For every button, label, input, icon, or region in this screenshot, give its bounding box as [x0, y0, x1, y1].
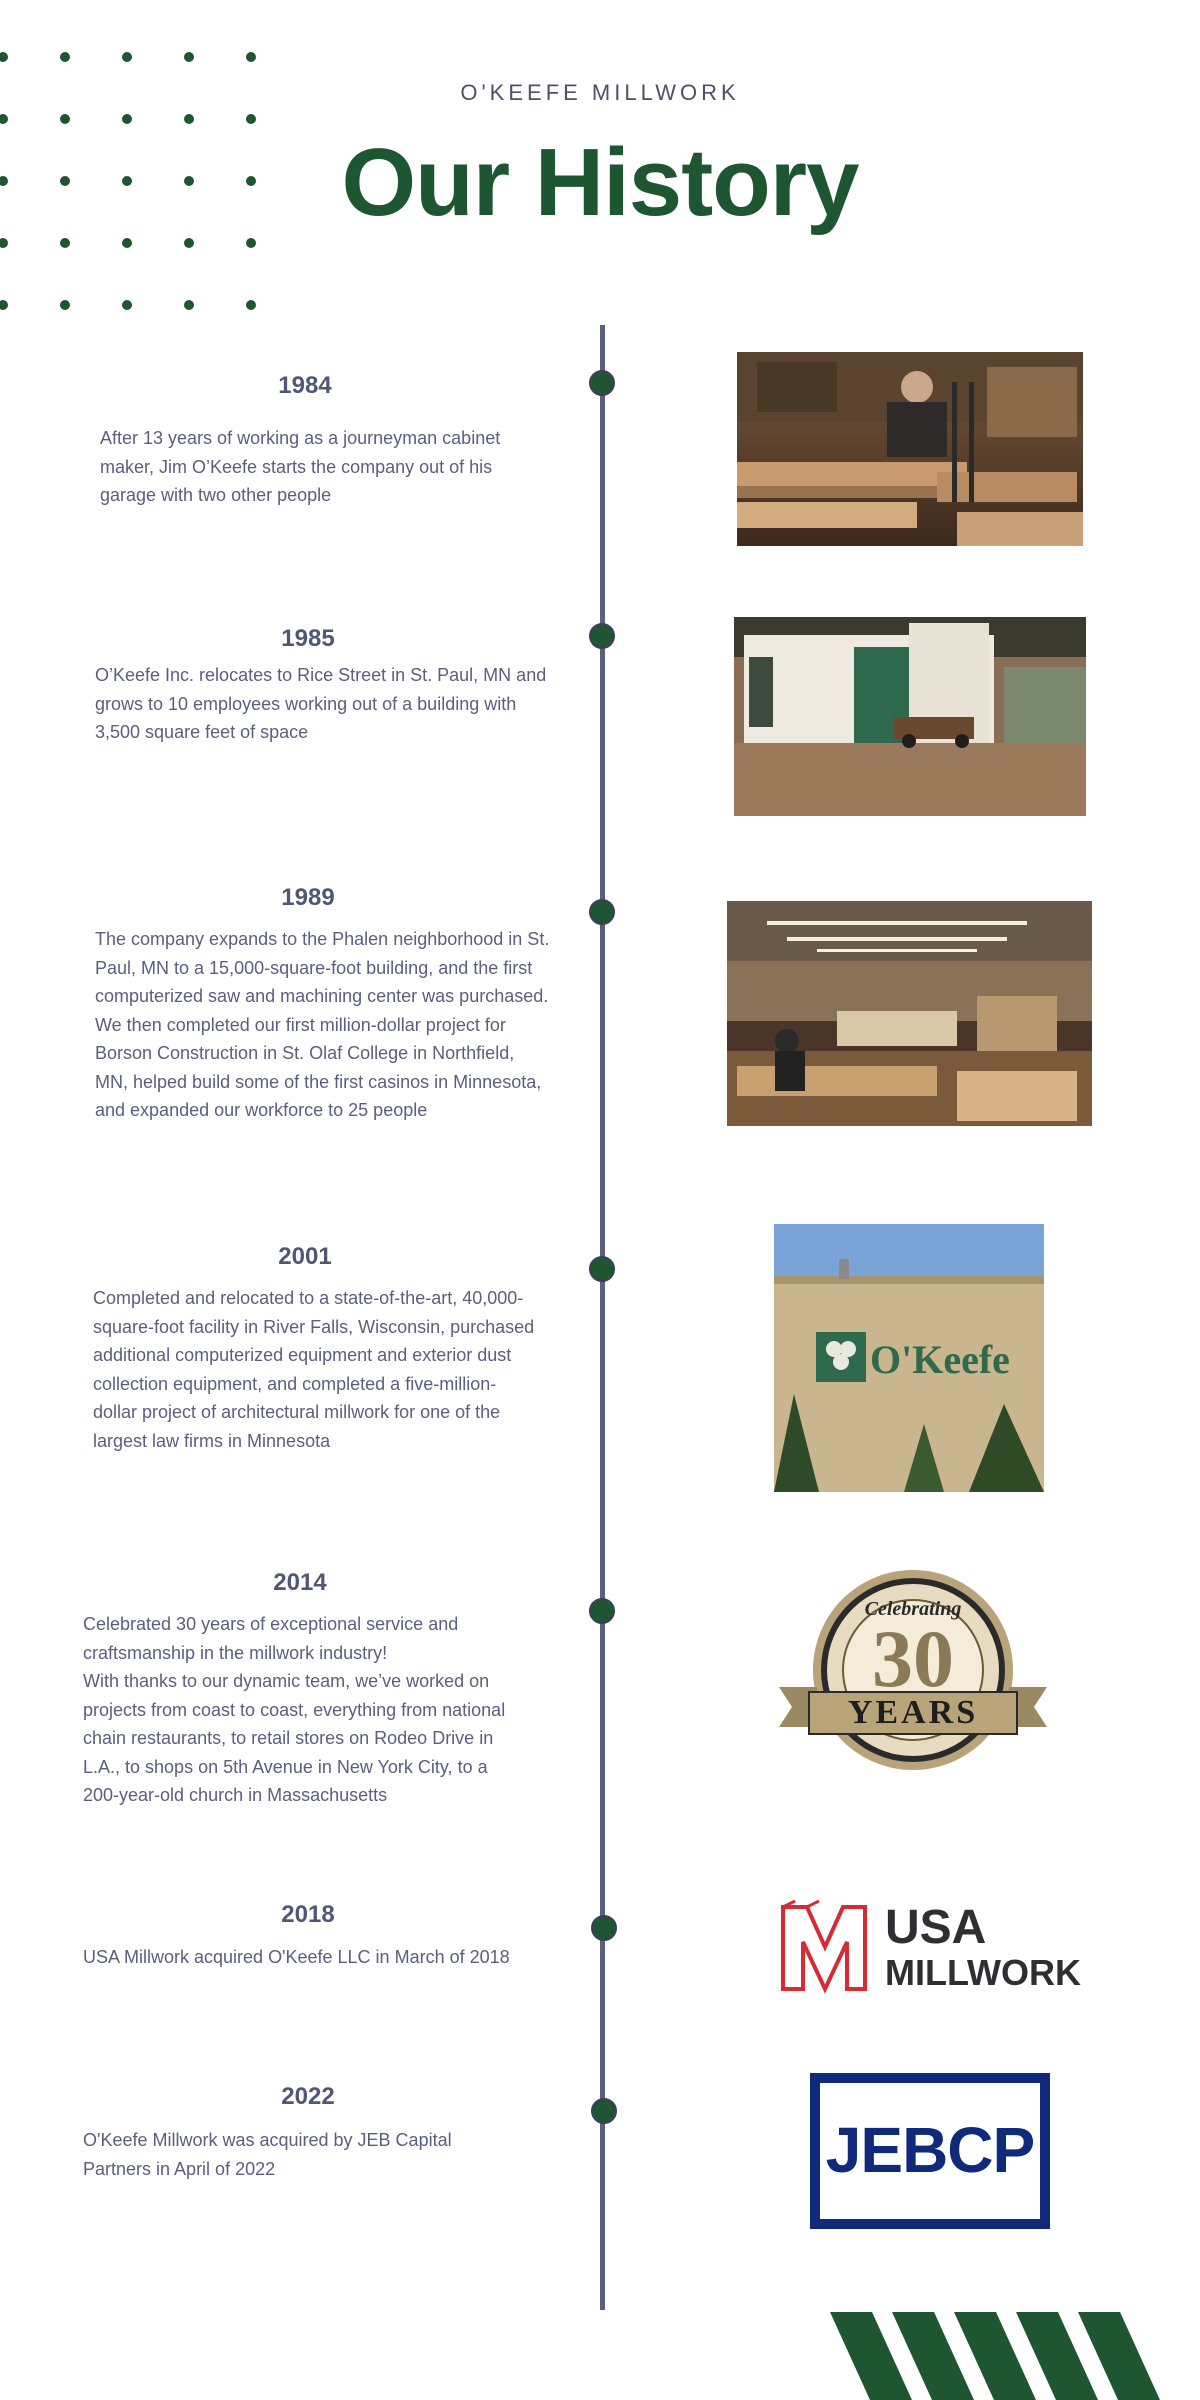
millwork-logo-text: MILLWORK — [885, 1952, 1081, 1993]
timeline-node-2022 — [591, 2098, 617, 2124]
logo-jebcp — [810, 2073, 1050, 2229]
timeline-description: Completed and relocated to a state-of-the-art, 40,000-square-foot facility in River Falls, Wisconsin, purchased additional computerized equipment and exterior dust collection equipment, and completed a five-million-dollar project of architectural millwork for one of the largest law firms in Minnesota — [93, 1288, 535, 1451]
timeline-node-2014 — [589, 1598, 615, 1624]
timeline-description: The company expands to the Phalen neighborhood in St. Paul, MN to a 15,000-square-foot building, and the first computerized saw and machining center was purchased. We then completed our first million-dollar project for Borson Construction in St. Olaf College in Northfield, MN, helped build some of the first casinos in Minnesota, and expanded our workforce to 25 people — [95, 929, 550, 1120]
timeline-year: 2001 — [278, 1243, 332, 1270]
photo-building-1985 — [734, 617, 1086, 816]
grid-dot — [184, 114, 194, 124]
logo-usa-millwork — [770, 1892, 1100, 2002]
company-name: O'KEEFE MILLWORK — [460, 80, 740, 105]
timeline-node-1984 — [589, 370, 615, 396]
badge-celebrating-30-years — [757, 1562, 1069, 1777]
grid-dot — [0, 114, 8, 124]
timeline-description: After 13 years of working as a journeyman cabinet maker, Jim O’Keefe starts the company out of his garage with two other people — [100, 428, 501, 505]
timeline-node-1989 — [589, 899, 615, 925]
grid-dot — [0, 52, 8, 62]
timeline-year: 1984 — [278, 372, 332, 399]
page-title: Our History — [341, 129, 859, 236]
timeline-year: 2018 — [281, 1901, 335, 1928]
grid-dot — [246, 238, 256, 248]
timeline-year: 2022 — [281, 2083, 335, 2110]
photo-workshop-1989 — [727, 901, 1092, 1126]
grid-dot — [246, 300, 256, 310]
timeline-year: 1989 — [281, 884, 335, 911]
grid-dot — [246, 52, 256, 62]
timeline-year: 1985 — [281, 625, 335, 652]
grid-dot — [122, 114, 132, 124]
timeline-node-2018 — [591, 1915, 617, 1941]
usa-logo-text: USA — [885, 1901, 987, 1954]
timeline-description: O’Keefe Inc. relocates to Rice Street in St. Paul, MN and grows to 10 employees working out of a building with 3,500 square feet of space — [95, 665, 547, 742]
grid-dot — [0, 238, 8, 248]
badge-years-banner: YEARS — [847, 1694, 979, 1731]
grid-dot — [122, 300, 132, 310]
timeline-year: 2014 — [273, 1569, 327, 1596]
building-sign-text: O'Keefe — [870, 1337, 1010, 1382]
photo-woodshop-1984 — [737, 352, 1083, 546]
grid-dot — [184, 52, 194, 62]
grid-dot — [122, 52, 132, 62]
jebcp-logo-text: JEBCP — [825, 2114, 1035, 2186]
timeline-description: O'Keefe Millwork was acquired by JEB Capital Partners in April of 2022 — [83, 2130, 452, 2179]
badge-celebrating-text: Celebrating — [864, 1598, 962, 1620]
grid-dot — [60, 238, 70, 248]
badge-number: 30 — [872, 1613, 954, 1704]
usa-millwork-m-icon — [775, 1897, 875, 1997]
timeline-description: USA Millwork acquired O'Keefe LLC in March of 2018 — [83, 1947, 510, 1967]
workshop-photo-graphic — [727, 901, 1092, 1126]
timeline-node-1985 — [589, 623, 615, 649]
grid-dot — [60, 300, 70, 310]
grid-dot — [0, 300, 8, 310]
timeline-description: Celebrated 30 years of exceptional service and craftsmanship in the millwork industry! With thanks to our dynamic team, we’ve worked on projects from coast to coast, everything from national chain restaurants, to retail stores on Rodeo Drive in L.A., to shops on 5th Avenue in New York City, to a 200-year-old church in Massachusetts — [83, 1614, 506, 1805]
photo-okeefe-building-2001 — [774, 1224, 1044, 1492]
grid-dot — [60, 52, 70, 62]
grid-dot — [184, 300, 194, 310]
grid-dot — [60, 114, 70, 124]
grid-dot — [122, 238, 132, 248]
woodshop-photo-graphic — [737, 352, 1083, 546]
stripe-decoration — [820, 2312, 1200, 2400]
building-photo-graphic — [734, 617, 1086, 816]
grid-dot — [184, 238, 194, 248]
grid-dot — [246, 114, 256, 124]
timeline-node-2001 — [589, 1256, 615, 1282]
